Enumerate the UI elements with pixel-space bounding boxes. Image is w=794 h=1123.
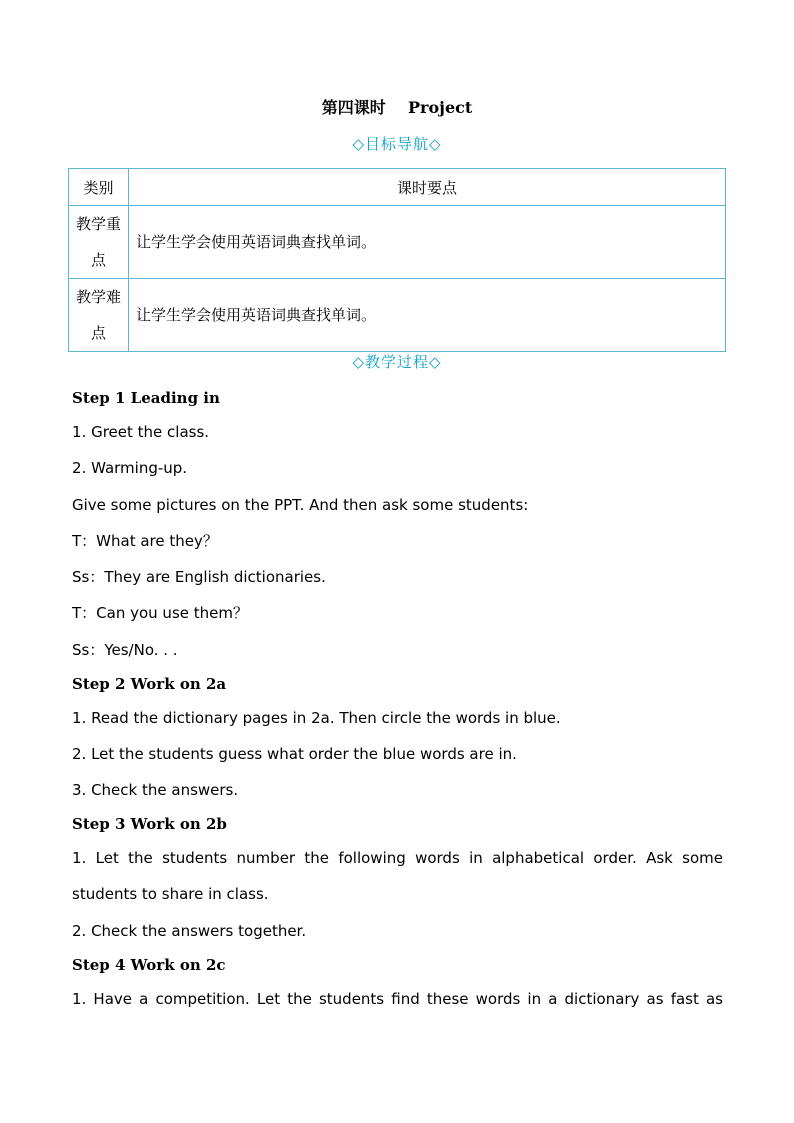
step-line: 3. Check the answers.	[72, 781, 239, 800]
step-line: 1. Greet the class.	[72, 423, 210, 441]
step-line: students to share in class.	[72, 885, 269, 904]
step-line: 2. Warming-up.	[72, 459, 188, 478]
step-heading: Step 1 Leading in	[72, 389, 220, 407]
step-line: Give some pictures on the PPT. And then ask some students:	[72, 495, 529, 514]
row-point: 让学生学会使用英语词典查找单词。	[129, 206, 726, 279]
step-line: Ss：They are English dictionaries.	[72, 568, 326, 587]
table-row	[69, 279, 726, 352]
lesson-process	[72, 386, 723, 1023]
header-category: 类别	[69, 169, 129, 206]
step-heading: Step 4 Work on 2c	[72, 955, 226, 974]
row-point: 让学生学会使用英语词典查找单词。	[129, 279, 726, 352]
goals-heading: ◇目标导航◇	[352, 135, 442, 153]
step-line: 1. Let the students number the following words in alphabetical order. Ask some	[72, 849, 723, 868]
process-heading: ◇教学过程◇	[352, 353, 442, 371]
page-title: 第四课时 Project	[321, 98, 473, 117]
step-line: 2. Check the answers together.	[72, 921, 307, 940]
step-heading: Step 2 Work on 2a	[72, 674, 227, 693]
goal-table	[68, 168, 726, 352]
step-line: 1. Have a competition. Let the students find these words in a dictionary as fast as	[72, 989, 723, 1008]
step-heading: Step 3 Work on 2b	[72, 815, 227, 834]
table-header-row	[69, 169, 726, 206]
step-line: T：Can you use them？	[72, 604, 248, 623]
header-points: 课时要点	[129, 169, 726, 206]
row-category: 教学重点	[69, 206, 129, 279]
step-line: T：What are they？	[72, 531, 218, 550]
row-category: 教学难点	[69, 279, 129, 352]
table-row	[69, 206, 726, 279]
step-line: 1. Read the dictionary pages in 2a. Then circle the words in blue.	[72, 708, 561, 727]
step-line: 2. Let the students guess what order the blue words are in.	[72, 745, 517, 764]
step-line: Ss：Yes/No. . .	[72, 640, 178, 659]
